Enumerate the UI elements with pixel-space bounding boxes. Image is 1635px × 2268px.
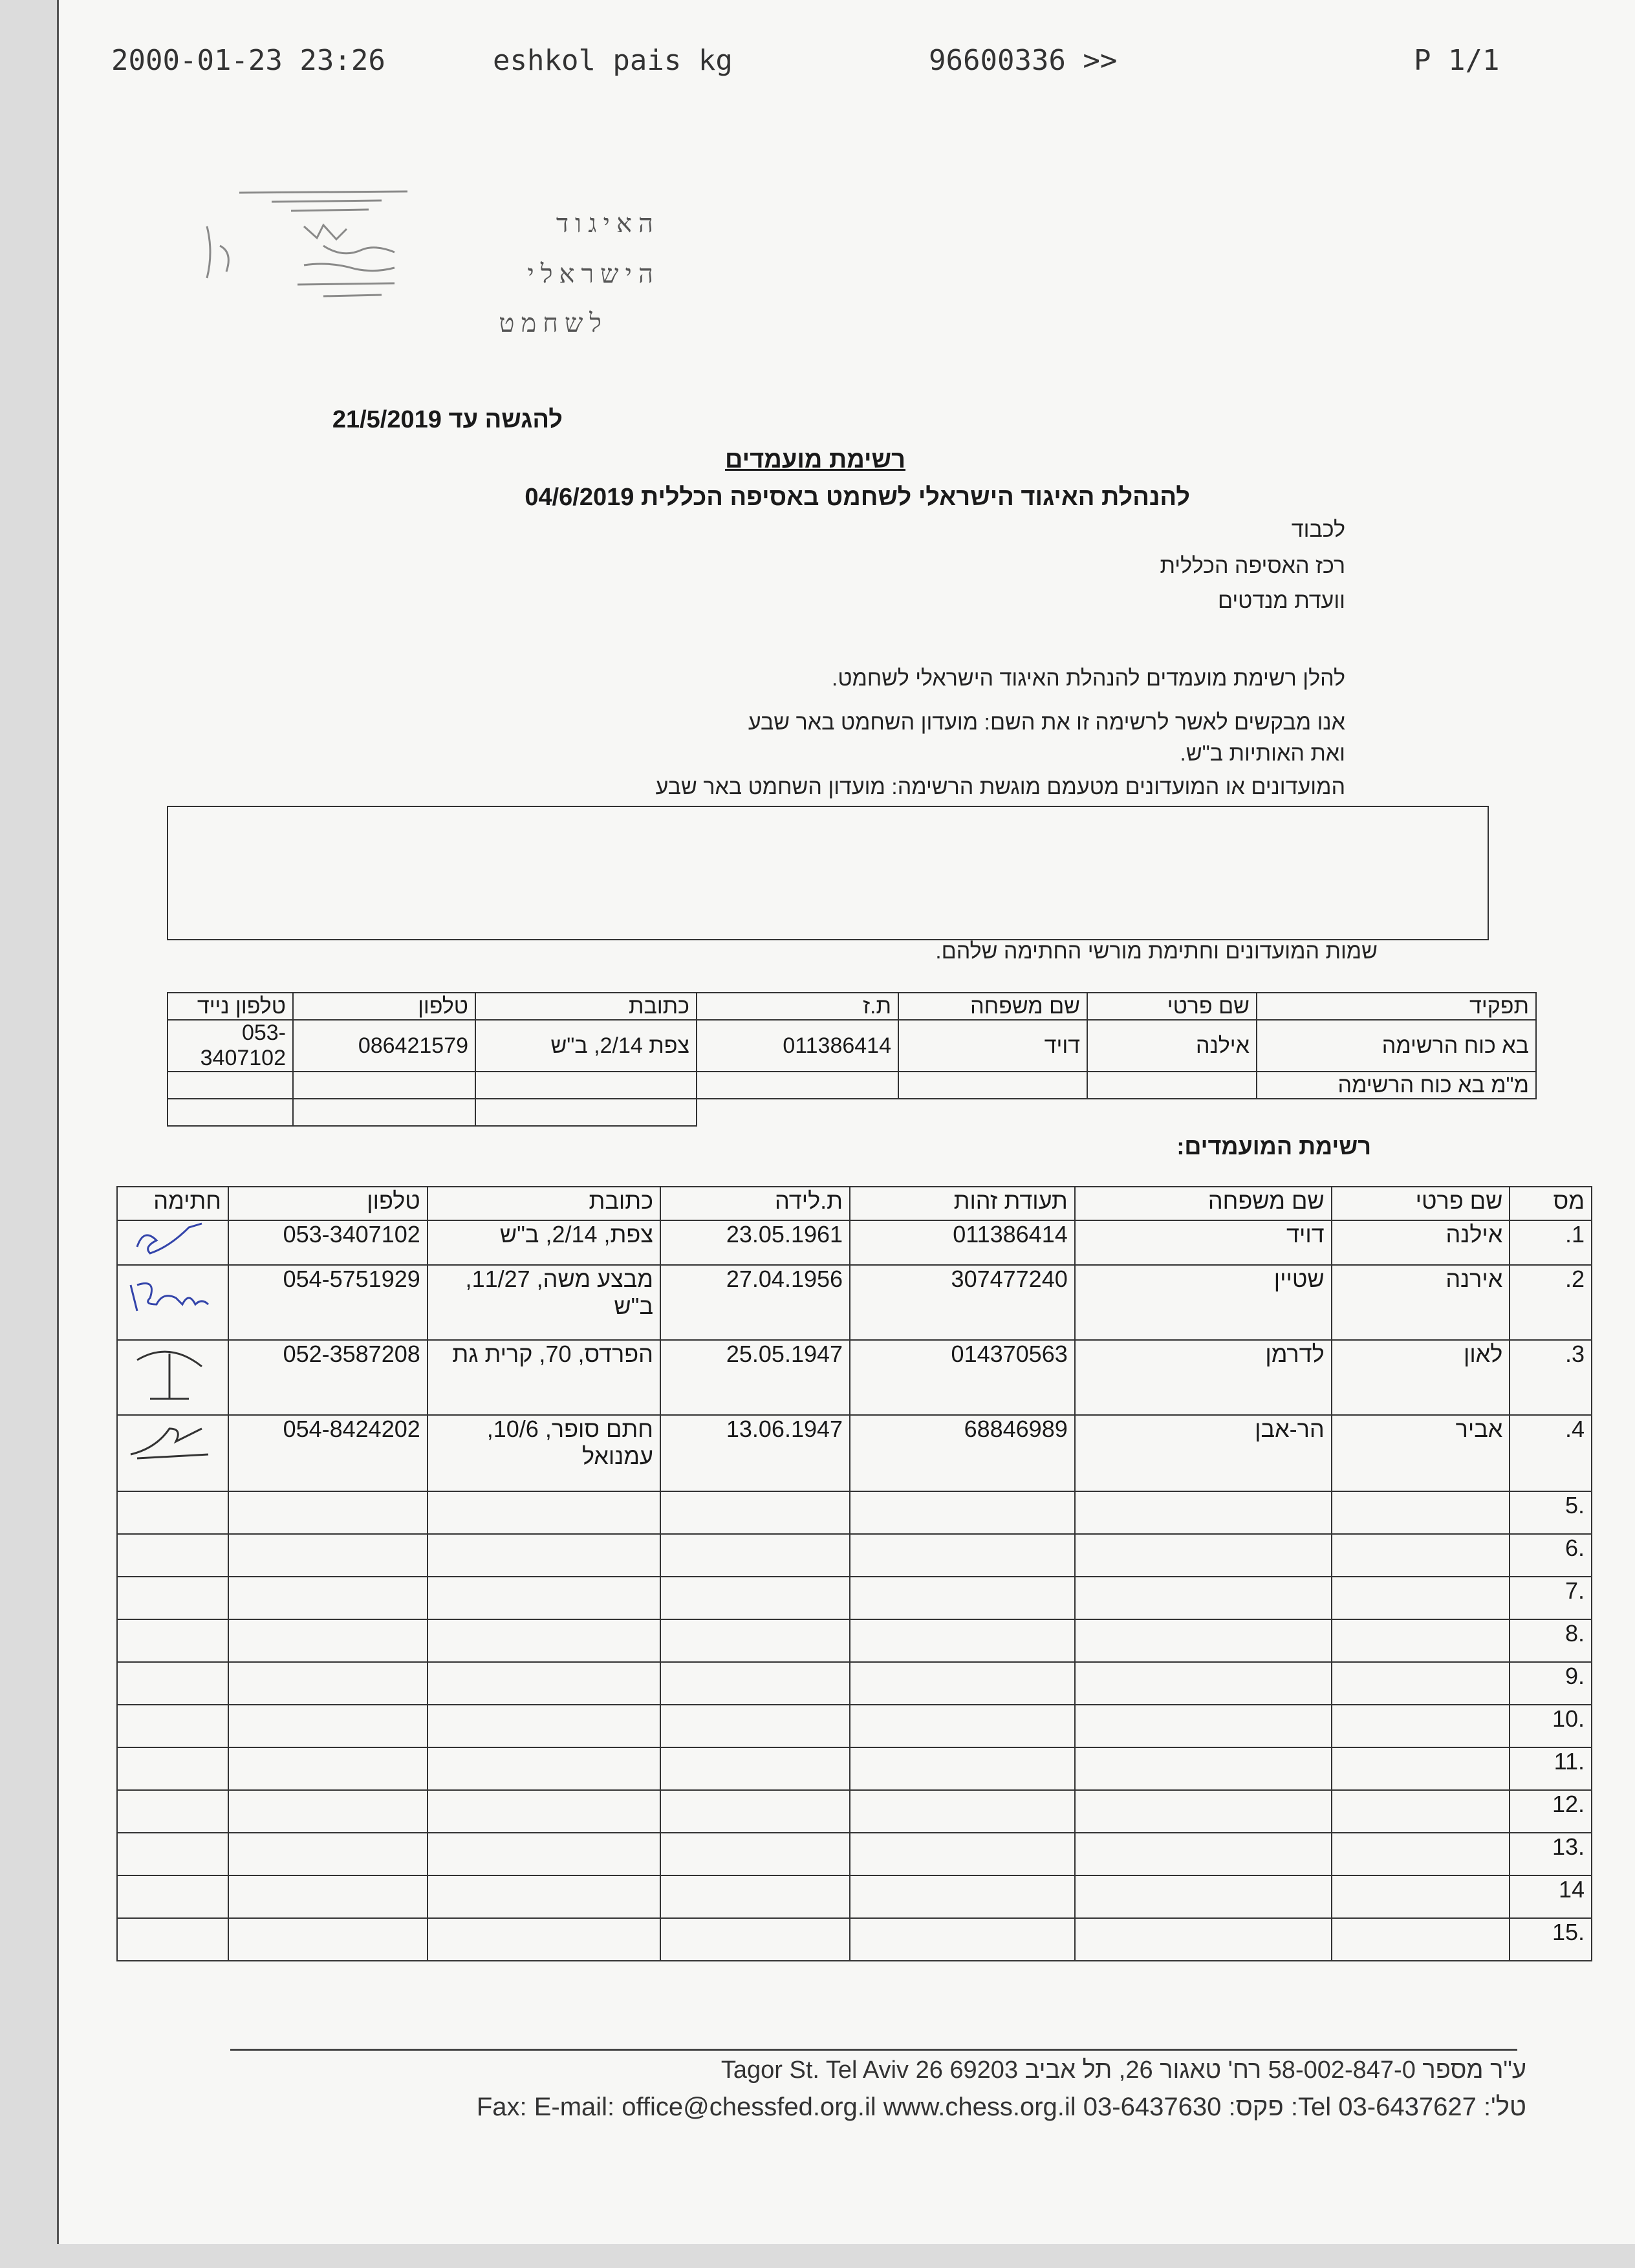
cell-first-name: אילנה	[1087, 1020, 1257, 1072]
header-address: כתובת	[428, 1187, 660, 1220]
cell-id: 011386414	[697, 1020, 898, 1072]
body-line-2: אנו מבקשים לאשר לרשימה זו את השם: מועדון השחמט באר שבע	[748, 710, 1345, 735]
cell-address	[475, 1072, 697, 1099]
table-row	[117, 1833, 1592, 1875]
cell-last-name: דויד	[1075, 1220, 1332, 1265]
handwritten-signature-icon	[124, 1416, 221, 1467]
addressee-line-3: וועדת מנדטים	[1217, 589, 1345, 613]
clubs-box	[167, 806, 1489, 940]
table-row	[117, 1220, 1592, 1265]
header-last-name: שם משפחה	[1075, 1187, 1332, 1220]
signature-cell	[117, 1220, 228, 1265]
fax-page-count: P 1/1	[1414, 44, 1500, 77]
cell-mobile	[168, 1072, 293, 1099]
cell-phone: 054-8424202	[228, 1415, 428, 1491]
cell-address: חתם סופר, 10/6, עמנואל	[428, 1415, 660, 1491]
cell-birthdate: 27.04.1956	[660, 1265, 850, 1340]
cell-role: מ"מ בא כוח הרשימה	[1257, 1072, 1536, 1099]
table-row	[117, 1415, 1592, 1491]
table-row	[117, 1577, 1592, 1619]
logo-line3: לשחמט	[499, 308, 608, 338]
logo-line2: הישראלי	[527, 259, 660, 289]
cell-first-name: לאון	[1332, 1340, 1510, 1415]
table-row	[117, 1534, 1592, 1577]
table-row	[117, 1619, 1592, 1662]
cell-phone: 054-5751929	[228, 1265, 428, 1340]
table-row	[168, 1072, 1536, 1099]
header-signature: חתימה	[117, 1187, 228, 1220]
cell-last-name	[898, 1072, 1087, 1099]
signers-caption: שמות המועדונים וחתימת מורשי החתימה שלהם.	[935, 939, 1378, 964]
cell-phone	[293, 1099, 475, 1126]
cell-number: 14	[1510, 1875, 1592, 1918]
cell-number: .5	[1510, 1491, 1592, 1534]
document-title: רשימת מועמדים	[725, 446, 905, 473]
addressee-line-1: לכבוד	[1291, 517, 1345, 542]
cell-birthdate: 25.05.1947	[660, 1340, 850, 1415]
representatives-table	[167, 992, 1537, 1127]
cell-number: .10	[1510, 1705, 1592, 1747]
cell-phone: 052-3587208	[228, 1340, 428, 1415]
cell-address: מבצע משה, 11/27, ב"ש	[428, 1265, 660, 1340]
cell-mobile	[168, 1099, 293, 1126]
table-row	[168, 1099, 1536, 1126]
cell-phone: 086421579	[293, 1020, 475, 1072]
table-row	[168, 1020, 1536, 1072]
signature-cell	[117, 1340, 228, 1415]
cell-address: צפת, 2/14, ב"ש	[428, 1220, 660, 1265]
handwritten-signature-icon	[124, 1341, 221, 1405]
cell-number: .13	[1510, 1833, 1592, 1875]
candidates-table	[116, 1186, 1592, 1961]
cell-number: .6	[1510, 1534, 1592, 1577]
footer-divider	[230, 2049, 1517, 2051]
body-line-4: המועדונים או המועדונים מטעמם מוגשת הרשימה: מועדון השחמט באר שבע	[655, 775, 1345, 799]
header-last-name: שם משפחה	[898, 993, 1087, 1020]
table-header-row	[117, 1187, 1592, 1220]
table-row	[117, 1705, 1592, 1747]
signature-cell	[117, 1265, 228, 1340]
submission-deadline: להגשה עד 21/5/2019	[332, 406, 563, 433]
fax-sender: eshkol pais kg	[493, 44, 733, 77]
cell-number: .9	[1510, 1662, 1592, 1705]
cell-id	[697, 1072, 898, 1099]
cell-phone: 053-3407102	[228, 1220, 428, 1265]
cell-address	[475, 1099, 697, 1126]
header-role: תפקיד	[1257, 993, 1536, 1020]
table-row	[117, 1918, 1592, 1961]
header-id: תעודת זהות	[850, 1187, 1075, 1220]
fax-datetime: 2000-01-23 23:26	[111, 44, 385, 77]
cell-last-name: הר-אבן	[1075, 1415, 1332, 1491]
cell-last-name: שטיין	[1075, 1265, 1332, 1340]
handwritten-signature-icon	[124, 1221, 221, 1258]
header-birthdate: ת.לידה	[660, 1187, 850, 1220]
table-row	[117, 1340, 1592, 1415]
fax-number: 96600336 >>	[929, 44, 1118, 77]
cell-number: .12	[1510, 1790, 1592, 1833]
cell-id: 307477240	[850, 1265, 1075, 1340]
cell-first-name	[1087, 1072, 1257, 1099]
cell-number: 4.	[1510, 1415, 1592, 1491]
header-phone: טלפון	[228, 1187, 428, 1220]
cell-number: 2.	[1510, 1265, 1592, 1340]
body-line-3: ואת האותיות ב"ש.	[1180, 741, 1345, 766]
table-row	[117, 1662, 1592, 1705]
signature-cell	[117, 1415, 228, 1491]
cell-phone	[293, 1072, 475, 1099]
header-id: ת.ז	[697, 993, 898, 1020]
footer-contact: טל': 03-6437627 Tel: פקס: 03-6437630 Fax: E-mail: office@chessfed.org.il www.chess.org.il	[476, 2093, 1526, 2121]
cell-birthdate: 23.05.1961	[660, 1220, 850, 1265]
candidates-caption: רשימת המועמדים:	[1176, 1133, 1371, 1160]
footer-registration-address: ע"ר מספר 58-002-847-0 רח' טאגור 26, תל אביב 69203 26 Tagor St. Tel Aviv	[720, 2057, 1526, 2084]
cell-number: .15	[1510, 1918, 1592, 1961]
table-row	[117, 1491, 1592, 1534]
table-header-row	[168, 993, 1536, 1020]
cell-role: בא כוח הרשימה	[1257, 1020, 1536, 1072]
chess-federation-logo-icon	[194, 181, 414, 310]
handwritten-signature-icon	[124, 1266, 221, 1317]
cell-id: 68846989	[850, 1415, 1075, 1491]
cell-first-name: אילנה	[1332, 1220, 1510, 1265]
table-row	[117, 1747, 1592, 1790]
logo-line1: האיגוד	[556, 209, 660, 239]
addressee-line-2: רכז האסיפה הכללית	[1160, 554, 1345, 578]
header-number: מס	[1510, 1187, 1592, 1220]
cell-first-name: אביר	[1332, 1415, 1510, 1491]
cell-last-name: לדרמן	[1075, 1340, 1332, 1415]
table-row	[117, 1265, 1592, 1340]
cell-id: 014370563	[850, 1340, 1075, 1415]
header-mobile: טלפון נייד	[168, 993, 293, 1020]
cell-number: 1.	[1510, 1220, 1592, 1265]
header-first-name: שם פרטי	[1332, 1187, 1510, 1220]
cell-last-name: דויד	[898, 1020, 1087, 1072]
cell-first-name: אירנה	[1332, 1265, 1510, 1340]
cell-birthdate: 13.06.1947	[660, 1415, 850, 1491]
table-row	[117, 1790, 1592, 1833]
cell-number: .8	[1510, 1619, 1592, 1662]
header-address: כתובת	[475, 993, 697, 1020]
table-row	[117, 1875, 1592, 1918]
cell-number: .11	[1510, 1747, 1592, 1790]
header-first-name: שם פרטי	[1087, 993, 1257, 1020]
cell-mobile: 053-3407102	[168, 1020, 293, 1072]
cell-number: 3.	[1510, 1340, 1592, 1415]
cell-address: צפת 2/14, ב"ש	[475, 1020, 697, 1072]
body-line-1: להלן רשימת מועמדים להנהלת האיגוד הישראלי לשחמט.	[831, 666, 1345, 691]
document-subtitle: להנהלת האיגוד הישראלי לשחמט באסיפה הכללית 04/6/2019	[525, 484, 1190, 511]
cell-id: 011386414	[850, 1220, 1075, 1265]
header-phone: טלפון	[293, 993, 475, 1020]
cell-number: .7	[1510, 1577, 1592, 1619]
cell-address: הפרדס, 70, קרית גת	[428, 1340, 660, 1415]
